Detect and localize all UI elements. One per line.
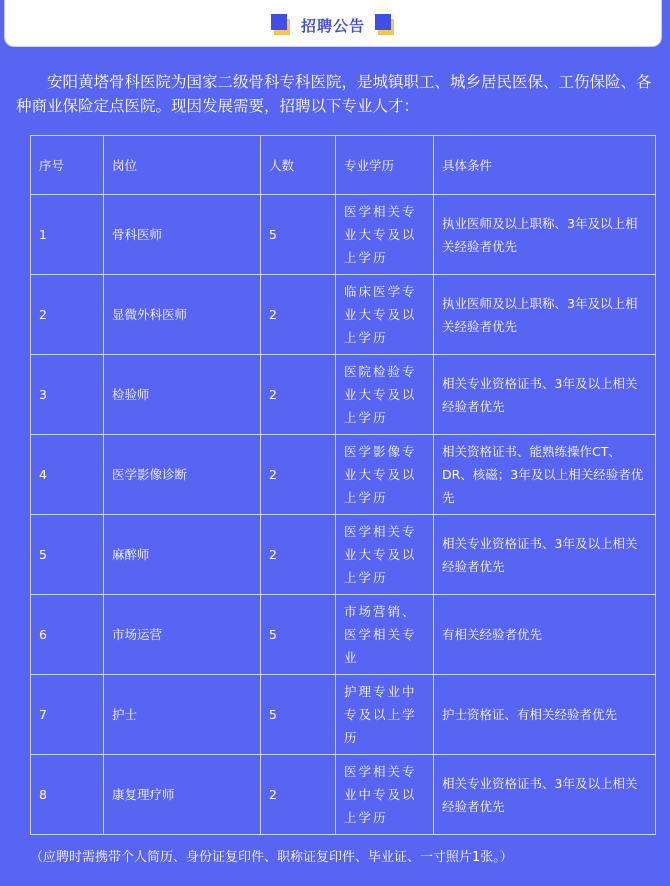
cell-education: 医学影像专业大专及以上学历 [336,435,434,515]
table-row [31,195,656,275]
table-header-row [31,136,656,195]
square-ornament-icon [271,14,291,36]
cell-education: 医学相关专业大专及以上学历 [336,515,434,595]
cell-count: 2 [261,275,336,355]
cell-position: 显微外科医师 [104,275,261,355]
column-header-number: 序号 [31,136,104,195]
cell-position: 康复理疗师 [104,755,261,835]
footnote: （应聘时需携带个人简历、身份证复印件、职称证复印件、毕业证、一寸照片1张。） [30,850,513,865]
cell-requirements: 相关专业资格证书、3年及以上相关经验者优先 [434,355,656,435]
table-row [31,595,656,675]
column-header-requirements: 具体条件 [434,136,656,195]
cell-number: 1 [31,195,104,275]
cell-count: 2 [261,755,336,835]
cell-education: 市场营销、医学相关专业 [336,595,434,675]
intro-paragraph: 安阳黄塔骨科医院为国家二级骨科专科医院，是城镇职工、城乡居民医保、工伤保险、各种商业保险定点医院。现因发展需要，招聘以下专业人才： [16,73,652,115]
cell-number: 2 [31,275,104,355]
cell-position: 医学影像诊断 [104,435,261,515]
recruitment-table [30,135,656,835]
cell-number: 5 [31,515,104,595]
cell-education: 护理专业中专及以上学历 [336,675,434,755]
table-row [31,755,656,835]
cell-requirements: 有相关经验者优先 [434,595,656,675]
cell-count: 5 [261,675,336,755]
cell-number: 6 [31,595,104,675]
cell-number: 4 [31,435,104,515]
cell-count: 2 [261,435,336,515]
cell-position: 骨科医师 [104,195,261,275]
cell-count: 5 [261,195,336,275]
column-header-count: 人数 [261,136,336,195]
square-ornament-icon [375,14,395,36]
table-row [31,275,656,355]
table-row [31,675,656,755]
cell-requirements: 相关资格证书、能熟练操作CT、DR、核磁；3年及以上相关经验者优先 [434,435,656,515]
cell-requirements: 护士资格证、有相关经验者优先 [434,675,656,755]
cell-number: 7 [31,675,104,755]
cell-count: 2 [261,515,336,595]
page-title: 招聘公告 [300,16,365,35]
cell-education: 医学相关专业中专及以上学历 [336,755,434,835]
header-card [4,0,662,47]
cell-number: 8 [31,755,104,835]
title-bar [5,13,661,37]
table-row [31,515,656,595]
cell-requirements: 相关专业资格证书、3年及以上相关经验者优先 [434,755,656,835]
cell-position: 麻醉师 [104,515,261,595]
cell-position: 护士 [104,675,261,755]
cell-requirements: 执业医师及以上职称、3年及以上相关经验者优先 [434,275,656,355]
column-header-position: 岗位 [104,136,261,195]
cell-requirements: 执业医师及以上职称、3年及以上相关经验者优先 [434,195,656,275]
cell-count: 5 [261,595,336,675]
cell-number: 3 [31,355,104,435]
cell-education: 医院检验专业大专及以上学历 [336,355,434,435]
column-header-education: 专业学历 [336,136,434,195]
cell-count: 2 [261,355,336,435]
table-row [31,435,656,515]
cell-requirements: 相关专业资格证书、3年及以上相关经验者优先 [434,515,656,595]
table-row [31,355,656,435]
cell-education: 临床医学专业大专及以上学历 [336,275,434,355]
cell-education: 医学相关专业大专及以上学历 [336,195,434,275]
cell-position: 检验师 [104,355,261,435]
cell-position: 市场运营 [104,595,261,675]
